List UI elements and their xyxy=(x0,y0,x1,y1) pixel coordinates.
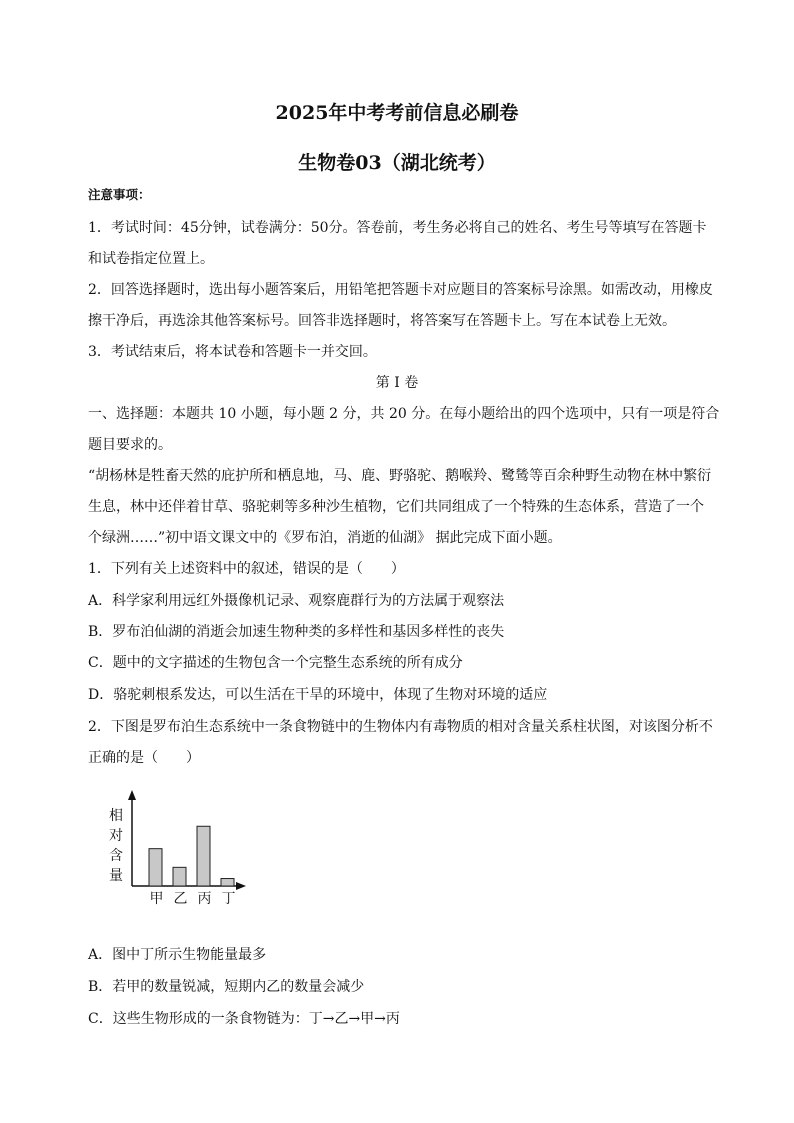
x-axis-arrow xyxy=(236,882,246,890)
question-2-stem-line: 2．下图是罗布泊生态系统中一条食物链中的生物体内有毒物质的相对含量关系柱状图，对该图分析不 xyxy=(88,719,713,735)
notice-line: 和试卷指定位置上。 xyxy=(88,251,214,267)
notice-line: 擦干净后，再选涂其他答案标号。回答非选择题时，将答案写在答题卡上。写在本试卷上无效。 xyxy=(88,313,676,329)
bar-2 xyxy=(173,867,186,886)
question-2-option-c: C．这些生物形成的一条食物链为：丁→乙→甲→丙 xyxy=(88,1011,400,1027)
toxin-bar-chart xyxy=(104,788,254,913)
question-1-option-b: B．罗布泊仙湖的消逝会加速生物种类的多样性和基因多样性的丧失 xyxy=(88,624,505,640)
y-axis-arrow xyxy=(128,790,136,800)
x-tick-label: 丙 xyxy=(197,891,212,907)
y-axis-label-char: 含 xyxy=(109,848,123,864)
question-2-stem-line: 正确的是（ ） xyxy=(88,750,200,766)
question-1-stem: 1．下列有关上述资料中的叙述，错误的是（ ） xyxy=(88,561,405,577)
passage-line: “胡杨林是牲畜天然的庇护所和栖息地，马、鹿、野骆驼、鹅喉羚、鹭鸶等百余种野生动物在林中繁衍 xyxy=(88,468,712,484)
bar-4 xyxy=(221,879,234,886)
bar-1 xyxy=(149,849,162,886)
section-intro-line: 一、选择题：本题共 10 小题，每小题 2 分，共 20 分。在每小题给出的四个选项中，只有一项是符合 xyxy=(88,406,720,422)
y-axis-label-char: 相 xyxy=(109,808,123,824)
section-label: 第 I 卷 xyxy=(375,375,419,391)
y-axis-label-char: 量 xyxy=(109,868,123,884)
section-intro-line: 题目要求的。 xyxy=(88,437,172,453)
question-1-option-d: D．骆驼刺根系发达，可以生活在干旱的环境中，体现了生物对环境的适应 xyxy=(88,687,548,703)
notice-line: 3．考试结束后，将本试卷和答题卡一并交回。 xyxy=(88,344,377,360)
passage-line: 个绿洲……”初中语文课文中的《罗布泊，消逝的仙湖》 据此完成下面小题。 xyxy=(88,530,562,546)
notice-line: 2．回答选择题时，选出每小题答案后，用铅笔把答题卡对应题目的答案标号涂黑。如需改动，用橡皮 xyxy=(88,282,713,298)
bar-3 xyxy=(197,826,210,886)
passage-line: 生息，林中还伴着甘草、骆驼刺等多种沙生植物，它们共同组成了一个特殊的生态体系，营造了一个 xyxy=(88,499,704,515)
exam-title: 2025年中考考前信息必刷卷 xyxy=(275,102,519,124)
x-tick-label: 甲 xyxy=(149,891,164,907)
notice-heading: 注意事项： xyxy=(88,187,151,202)
question-1-option-a: A．科学家利用远红外摄像机记录、观察鹿群行为的方法属于观察法 xyxy=(88,593,505,609)
x-tick-label: 乙 xyxy=(173,891,188,907)
x-tick-label: 丁 xyxy=(221,891,236,907)
y-axis-label-char: 对 xyxy=(109,828,123,844)
question-1-option-c: C．题中的文字描述的生物包含一个完整生态系统的所有成分 xyxy=(88,655,463,671)
question-2-option-a: A．图中丁所示生物能量最多 xyxy=(88,947,267,963)
notice-line: 1．考试时间：45分钟，试卷满分：50分。答卷前，考生务必将自己的姓名、考生号等填写在答题卡 xyxy=(88,220,707,236)
question-2-option-b: B．若甲的数量锐减，短期内乙的数量会减少 xyxy=(88,979,365,995)
exam-subtitle: 生物卷03（湖北统考） xyxy=(298,152,496,174)
